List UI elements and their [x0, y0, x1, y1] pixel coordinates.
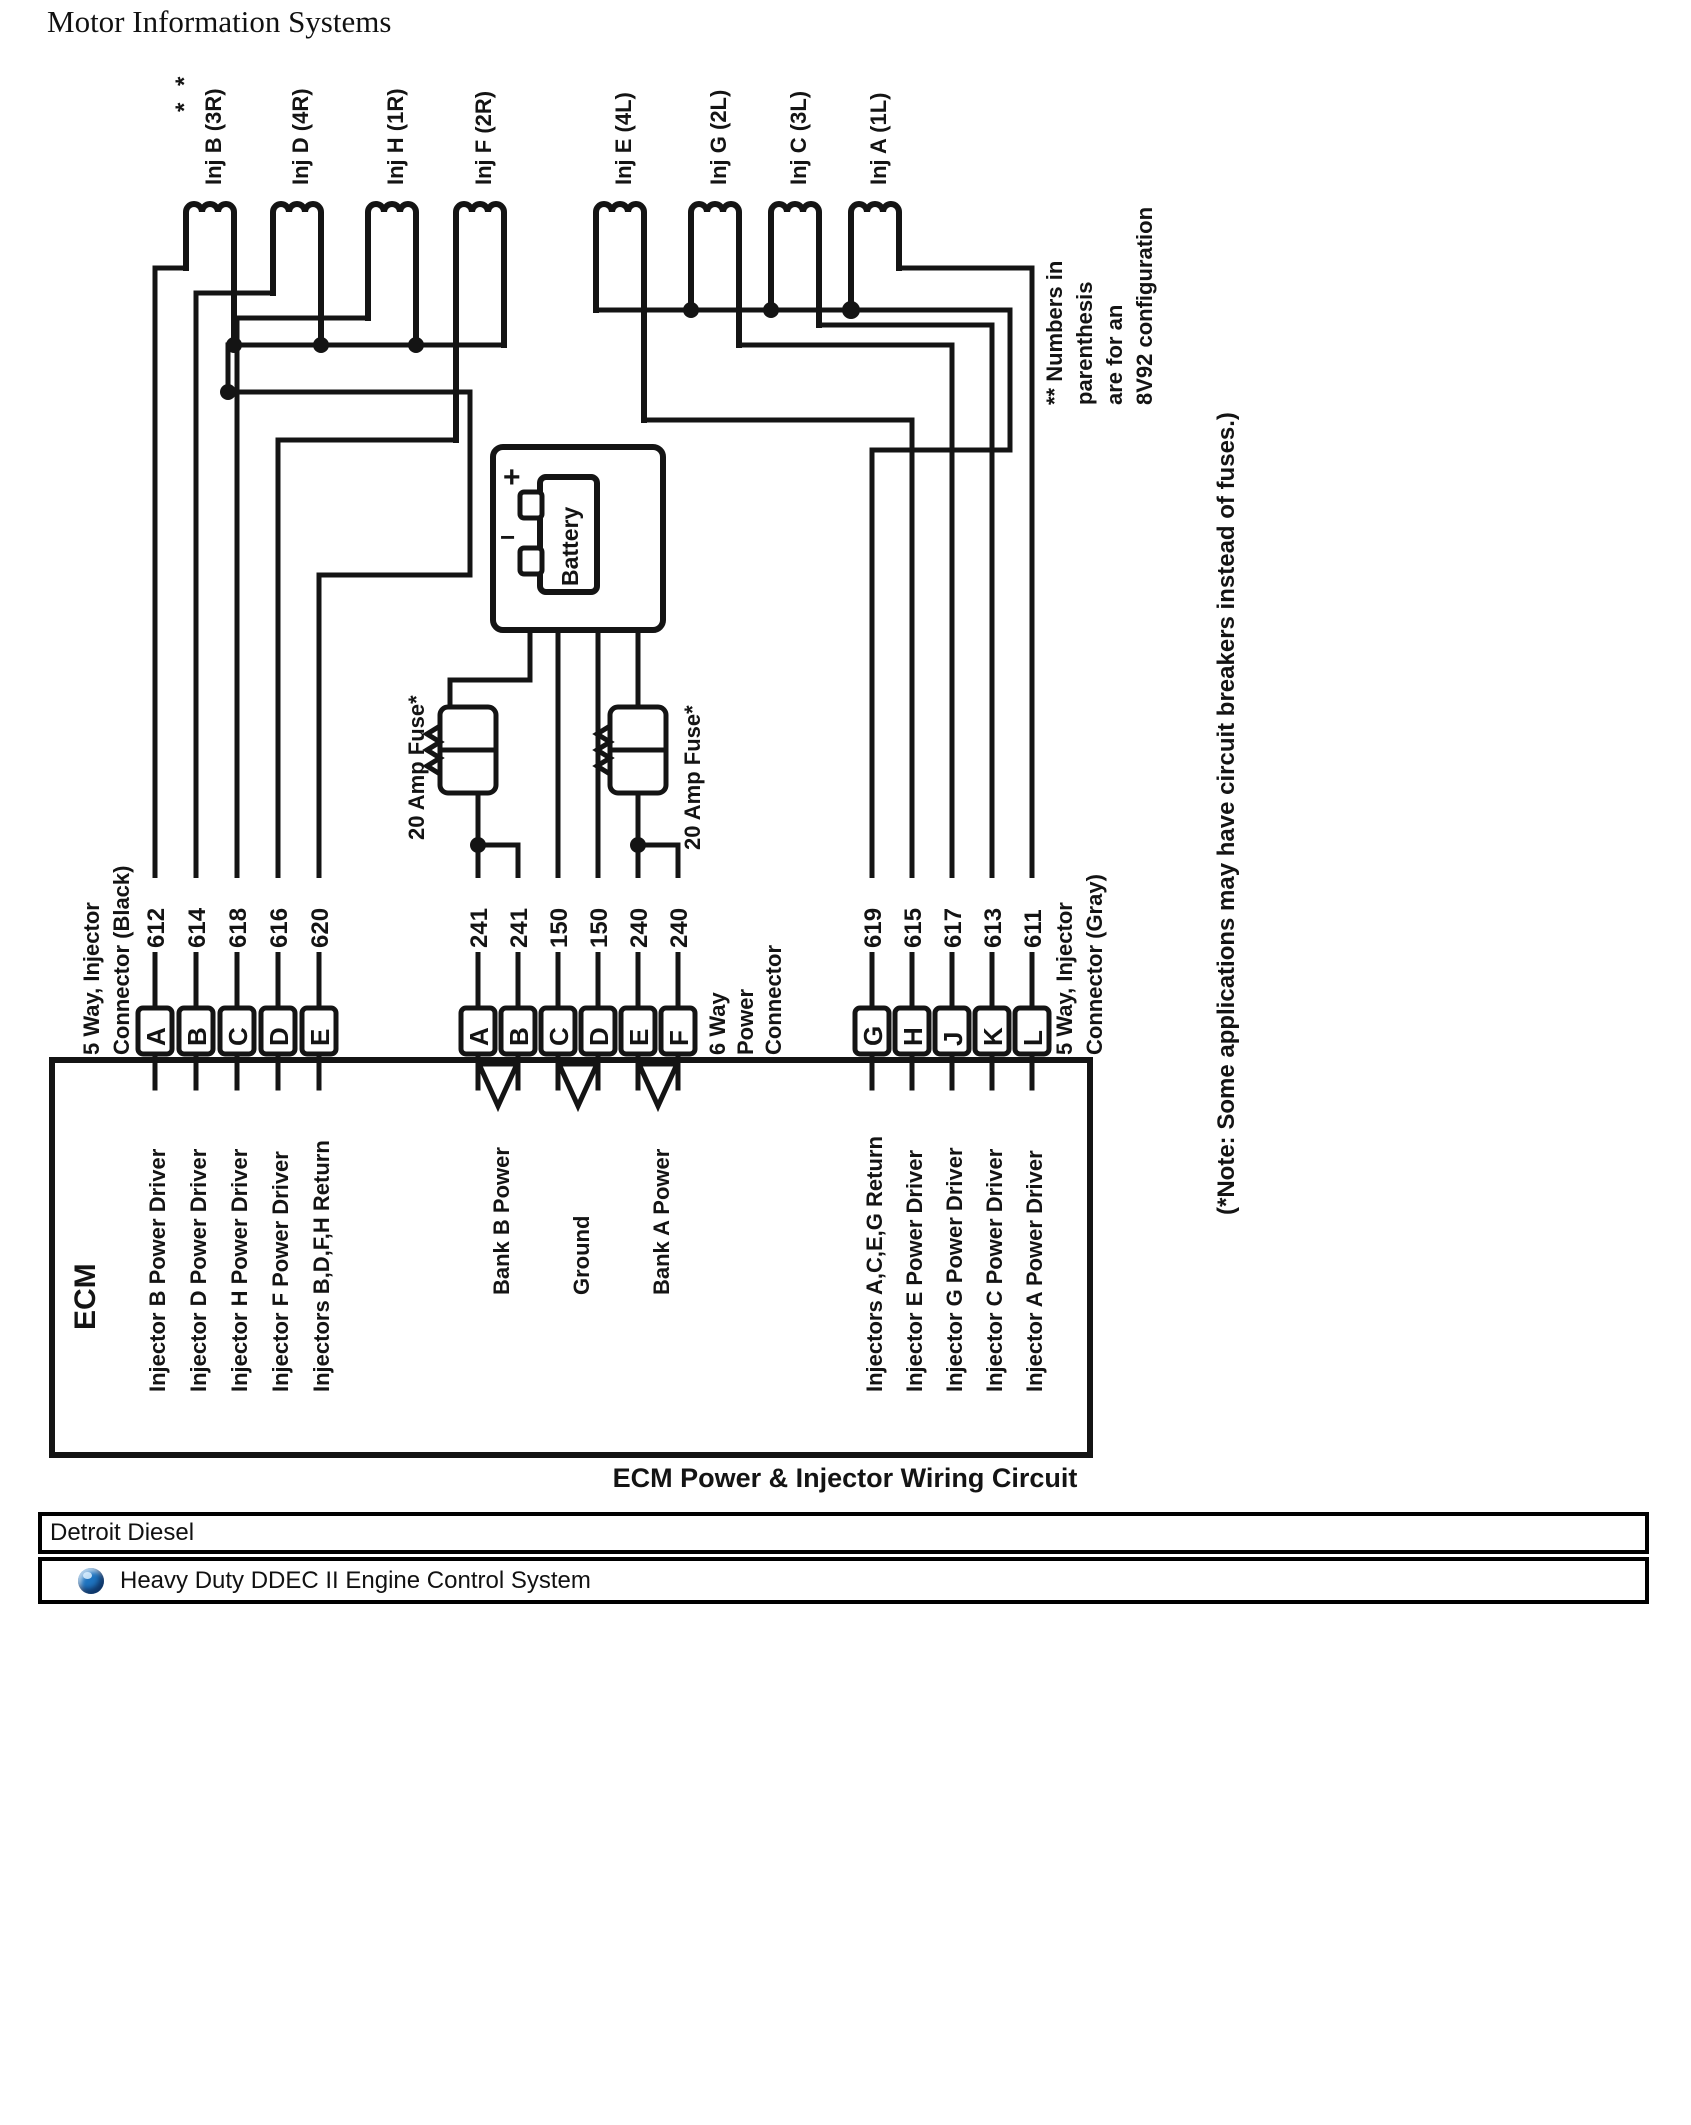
pin-letter: G: [858, 1025, 888, 1046]
battery-label: Battery: [557, 506, 583, 586]
pin-letter: C: [223, 1027, 253, 1046]
wire-numbers: [143, 907, 1047, 948]
junction-dot: [470, 837, 486, 853]
wire-number: 614: [184, 907, 211, 948]
junction-dot: [220, 384, 236, 400]
right-connector-label: 5 Way, Injector: [1052, 902, 1077, 1055]
battery-terminal-plus: [520, 492, 542, 518]
coil-inj-f: [456, 204, 504, 440]
junction-dot: [763, 302, 779, 318]
vendor-bar: [38, 1512, 1649, 1554]
pin-letter: H: [898, 1027, 928, 1046]
wire-number: 240: [666, 907, 693, 948]
junction-dot: [630, 837, 646, 853]
pin-letter: A: [141, 1027, 171, 1046]
pin-function: Injector D Power Driver: [186, 1148, 211, 1392]
injector-label: Inj G (2L): [706, 89, 731, 185]
pin-letter: D: [264, 1027, 294, 1046]
fuse-left-label: 20 Amp Fuse*: [404, 695, 429, 840]
wire-number: 618: [225, 907, 252, 948]
group-label: Ground: [569, 1215, 594, 1295]
pin-function: Injector E Power Driver: [902, 1149, 927, 1392]
wire-number: 150: [546, 907, 573, 948]
power-connector-label: Connector: [761, 945, 786, 1055]
pin-letter: L: [1018, 1030, 1048, 1046]
parenthesis-note-line: are for an: [1102, 304, 1127, 405]
wire-number: 241: [506, 907, 533, 948]
battery-terminal-minus: [520, 548, 542, 574]
diagram-caption: ECM Power & Injector Wiring Circuit: [612, 1463, 1078, 1493]
fuse-right-label: 20 Amp Fuse*: [680, 705, 705, 850]
wire-number: 241: [466, 907, 493, 948]
wires: [155, 204, 1032, 1088]
coil-inj-b: [186, 204, 234, 345]
coil-inj-g: [691, 204, 739, 345]
injector-label: Inj E (4L): [611, 92, 636, 185]
pin-letter: D: [584, 1027, 614, 1046]
group-label: Bank A Power: [649, 1148, 674, 1295]
junction-dot: [842, 301, 860, 319]
injector-label: Inj B (3R): [201, 88, 226, 185]
ecm-label: ECM: [69, 1263, 102, 1330]
junction-dot: [408, 337, 424, 353]
wire-number: 613: [980, 907, 1007, 948]
pin-letter: E: [305, 1028, 335, 1046]
wire-number: 617: [940, 907, 967, 948]
battery-plus-sign: +: [503, 461, 521, 494]
parenthesis-note-line: ** Numbers in: [1042, 260, 1067, 405]
injector-label: Inj A (1L): [866, 92, 891, 185]
pin-letter: K: [978, 1027, 1008, 1046]
pin-function: Injectors A,C,E,G Return: [862, 1136, 887, 1392]
power-triangles: [479, 1064, 677, 1106]
system-entry-row[interactable]: [38, 1557, 1649, 1604]
globe-icon: [78, 1568, 104, 1594]
junction-dot: [226, 337, 242, 353]
pin-function: Injector F Power Driver: [268, 1151, 293, 1392]
battery: [493, 447, 663, 630]
ground-triangle: [559, 1064, 597, 1106]
injector-label: Inj F (2R): [471, 90, 496, 185]
pin-letter: E: [624, 1028, 654, 1046]
page-title: Motor Information Systems: [47, 4, 392, 39]
pin-letter: B: [182, 1027, 212, 1046]
wire-number: 240: [626, 907, 653, 948]
wire-number: 612: [143, 907, 170, 948]
power-connector-label: 6 Way: [705, 992, 730, 1055]
injector-label: Inj H (1R): [383, 88, 408, 185]
left-connector-label: 5 Way, Injector: [79, 902, 104, 1055]
wire-number: 619: [860, 907, 887, 948]
fuse-right: [597, 707, 666, 793]
injector-label: Inj C (3L): [786, 90, 811, 185]
vendor-label: Detroit Diesel: [50, 1519, 195, 1546]
pin-function: Injector H Power Driver: [227, 1148, 252, 1392]
coil-inj-a: [851, 204, 899, 310]
bank-a-triangle: [639, 1064, 677, 1106]
wire-number: 616: [266, 907, 293, 948]
parenthesis-note-line: parenthesis: [1072, 281, 1097, 405]
pin-letter: B: [504, 1027, 534, 1046]
coil-inj-d: [273, 204, 321, 345]
bank-b-triangle: [479, 1064, 517, 1106]
injector-labels: [171, 72, 891, 185]
pin-letter: C: [544, 1027, 574, 1046]
diagram-notes: [1042, 207, 1240, 1215]
pin-function: Injectors B,D,F,H Return: [309, 1140, 334, 1392]
wire-number: 611: [1020, 909, 1047, 948]
wire-number: 615: [900, 907, 927, 948]
ecm-pin-function-labels: [145, 1136, 1047, 1392]
fuse-left: [427, 707, 496, 793]
wire-number: 150: [586, 907, 613, 948]
pin-letter: F: [664, 1030, 694, 1046]
power-connector-label: Power: [733, 988, 758, 1055]
pin-function: Injector G Power Driver: [942, 1147, 967, 1392]
left-connector-label: Connector (Black): [109, 865, 134, 1055]
fuse-note: (*Note: Some applications may have circuit breakers instead of fuses.): [1213, 412, 1240, 1215]
system-label: Heavy Duty DDEC II Engine Control System: [120, 1566, 591, 1594]
coil-inj-h: [368, 204, 416, 345]
junction-dot: [313, 337, 329, 353]
asterisk-marker: * *: [171, 71, 198, 112]
right-connector-label: Connector (Gray): [1082, 874, 1107, 1055]
wire-616: [278, 440, 456, 1005]
pin-function: Injector C Power Driver: [982, 1148, 1007, 1392]
pin-letters: [141, 1026, 1048, 1046]
pin-function: Injector B Power Driver: [145, 1148, 170, 1392]
wire-number: 620: [307, 907, 334, 948]
battery-minus-sign: −: [500, 522, 516, 552]
battery-plus-feed-left: [450, 630, 530, 707]
group-label: Bank B Power: [489, 1147, 514, 1295]
wire-618: [237, 318, 368, 1005]
parenthesis-note-line: 8V92 configuration: [1132, 206, 1157, 405]
pin-letter: A: [464, 1027, 494, 1046]
pin-function: Injector A Power Driver: [1022, 1150, 1047, 1392]
wire-620: [228, 345, 470, 1005]
pin-letter: J: [938, 1031, 968, 1046]
junction-dot: [683, 302, 699, 318]
injector-label: Inj D (4R): [288, 88, 313, 185]
